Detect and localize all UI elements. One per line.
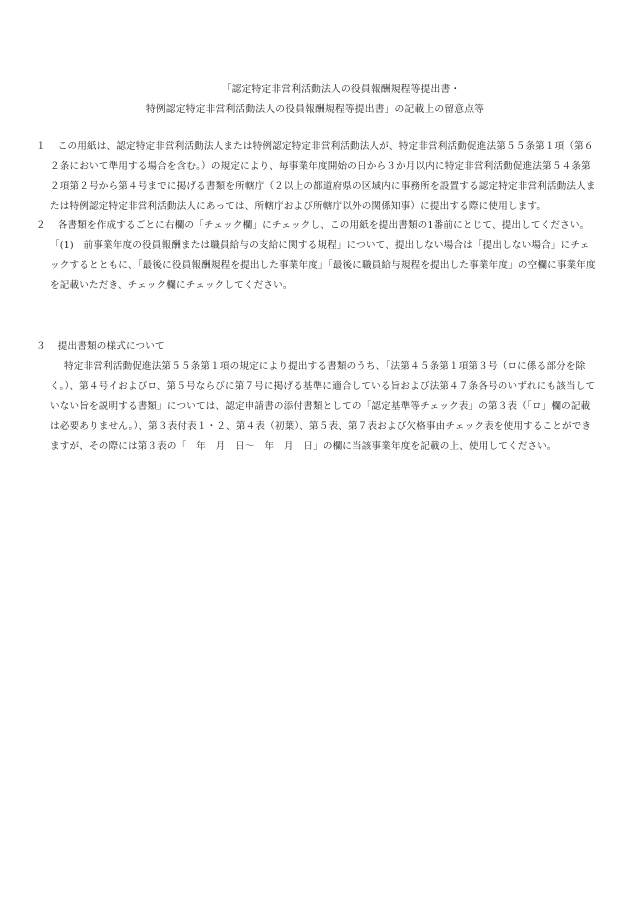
title-line-1: 「認定特定非営利活動法人の役員報酬規程等提出書・ — [221, 84, 461, 95]
section-1 — [36, 137, 596, 217]
section-3-text: 特定非営利活動促進法第５５条第１項の規定により提出する書類のうち、「法第４５条第１項第３号（ロに係る部分を除く。）、第４号イおよびロ、第５号ならびに第７号に掲げる基準に適合している旨および法第４７条各号のいずれにも該当していない旨を説明する書類」については、認定申請書の添付書類としての「認定基準等チェック表」の第３表（「ロ」欄の記載は必要ありません。）、第３表付表１・２、第４表（初葉）、第５表、第７表および欠格事由チェック表を使用することができますが、その際には第３表の「 年 月 日～ 年 月 日」の欄に当該事業年度を記載の上、使用してください。 — [50, 361, 596, 452]
section-1-number: １ — [36, 141, 46, 152]
section-3-heading-line — [36, 337, 596, 357]
section-1-text: この用紙は、認定特定非営利活動法人または特例認定特定非営利活動法人が、特定非営利活動促進法第５５条第１項（第６２条において準用する場合を含む。）の規定により、毎事業年度開始の日から３か月以内に特定非営利活動促進法第５４条第２項第２号から第４号までに掲げる書類を所轄庁（２以上の都道府県の区域内に事務所を設置する認定特定非営利活動法人または特例認定特定非営利活動法人にあっては、所轄庁および所轄庁以外の関係知事）に提出する際に使用します。 — [48, 141, 596, 212]
section-2-number: ２ — [36, 220, 46, 231]
section-3 — [36, 337, 596, 457]
section-3-heading: 提出書類の様式について — [48, 341, 165, 352]
section-2-text: 各書類を作成するごとに右欄の「チェック欄」にチェックし、この用紙を提出書類の1番前にとじて、提出してください。「(1) 前事業年度の役員報酬または職員給与の支給に関する規程」について、提出しない場合は「提出しない場合」にチェックするとともに、「最後に役員報酬規程を提出した事業年度」「最後に職員給与規程を提出した事業年度」の空欄に事業年度を記載いただき、チェック欄にチェックしてください。 — [48, 220, 596, 291]
section-1-paragraph — [36, 137, 596, 217]
section-3-number: ３ — [36, 341, 46, 352]
section-2-paragraph — [36, 216, 596, 296]
document-title — [0, 80, 630, 120]
title-line-2: 特例認定特定非営利活動法人の役員報酬規程等提出書」の記載上の留意点等 — [145, 104, 485, 115]
section-2 — [36, 216, 596, 296]
